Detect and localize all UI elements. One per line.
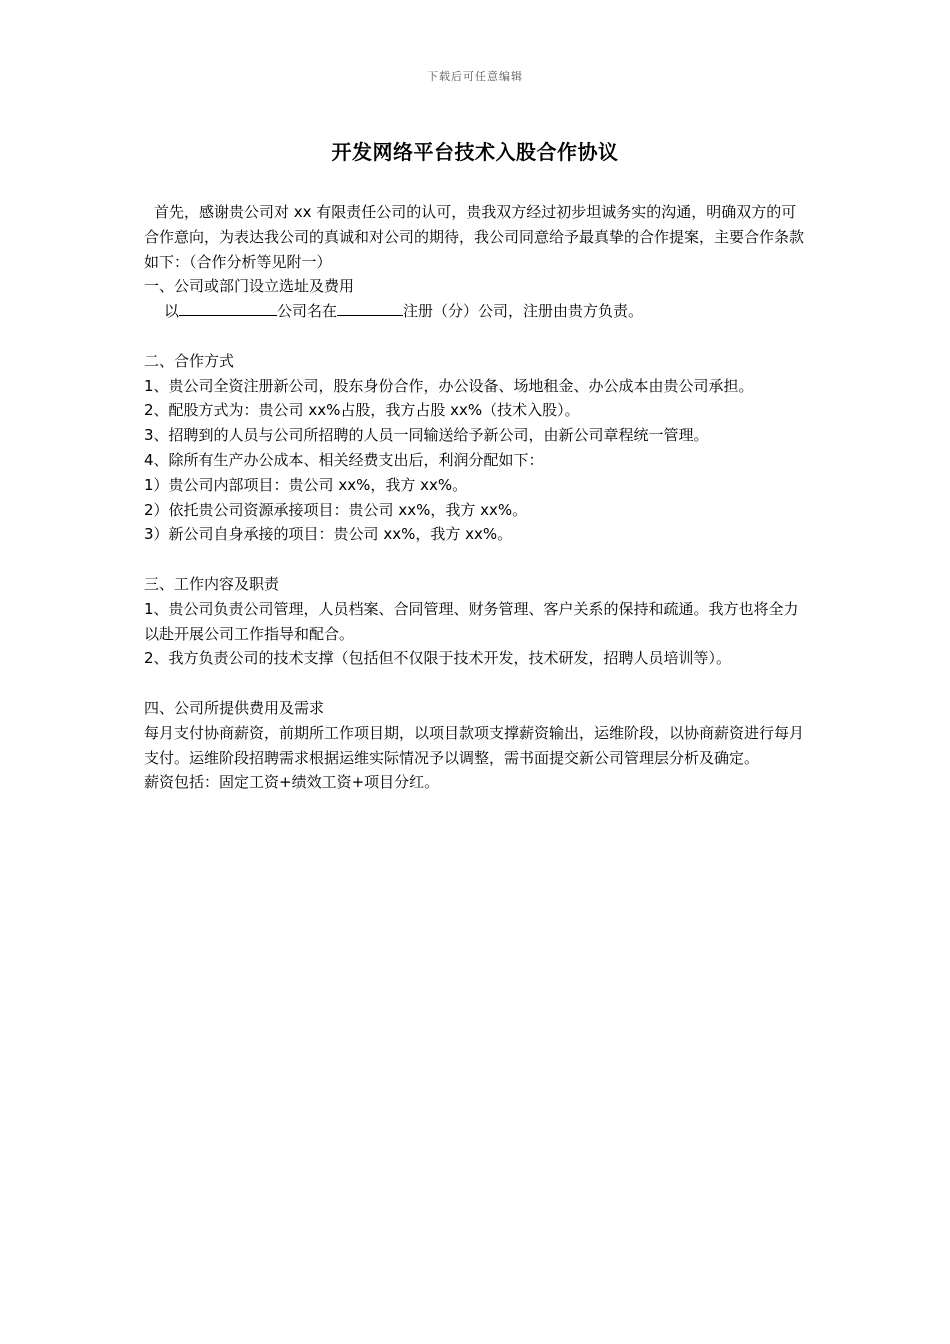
section-1-line-prefix: 以 [164,302,180,321]
section-4-paragraph: 每月支付协商薪资，前期所工作项目期，以项目款项支撑薪资输出，运维阶段，以协商薪资进行每月支付。运维阶段招聘需求根据运维实际情况予以调整，需书面提交新公司管理层分析及确定。 [144,723,805,767]
section-1-line [144,299,808,324]
section-2-item: 2、配股方式为：贵公司 xx%占股，我方占股 xx%（技术入股）。 [144,401,580,420]
section-1-heading: 一、公司或部门设立选址及费用 [144,277,355,296]
section-3-item: 1、贵公司负责公司管理，人员档案、合同管理、财务管理、客户关系的保持和疏通。我方也将全力以赴开展公司工作指导和配合。 [144,599,799,643]
document-body [144,200,808,795]
section-3-item: 2、我方负责公司的技术支撑（包括但不仅限于技术开发，技术研发，招聘人员培训等）。 [144,649,732,668]
paragraph-spacer [144,547,808,572]
section-2-heading: 二、合作方式 [144,351,235,370]
section-2-item: 1、贵公司全资注册新公司，股东身份合作，办公设备、场地租金、办公成本由贵公司承担。 [144,376,754,395]
document-title: 开发网络平台技术入股合作协议 [331,140,619,164]
paragraph-spacer [144,671,808,696]
blank-underline [179,299,277,316]
intro-paragraph: 首先，感谢贵公司对 xx 有限责任公司的认可，贵我双方经过初步坦诚务实的沟通，明确双方的可合作意向，为表达我公司的真诚和对公司的期待，我公司同意给予最真挚的合作提案，主要合作条款如下：（合作分析等见附一） [144,203,805,271]
section-2-item: 3）新公司自身承接的项目：贵公司 xx%，我方 xx%。 [144,525,513,544]
section-4-salary: 薪资包括：固定工资+绩效工资+项目分红。 [144,773,440,792]
section-2-item: 4、除所有生产办公成本、相关经费支出后，利润分配如下： [144,450,544,469]
paragraph-spacer [144,324,808,349]
section-4-heading: 四、公司所提供费用及需求 [144,698,325,717]
section-1-line-mid: 公司名在 [277,302,338,321]
section-1-line-suffix: 注册（分）公司，注册由贵方负责。 [403,302,644,321]
section-2-item: 2）依托贵公司资源承接项目：贵公司 xx%，我方 xx%。 [144,500,528,519]
blank-underline [337,299,403,316]
section-2-item: 1）贵公司内部项目：贵公司 xx%，我方 xx%。 [144,475,468,494]
section-2-item: 3、招聘到的人员与公司所招聘的人员一同输送给予新公司，由新公司章程统一管理。 [144,426,709,445]
section-3-heading: 三、工作内容及职责 [144,574,280,593]
header-note: 下载后可任意编辑 [427,70,523,83]
